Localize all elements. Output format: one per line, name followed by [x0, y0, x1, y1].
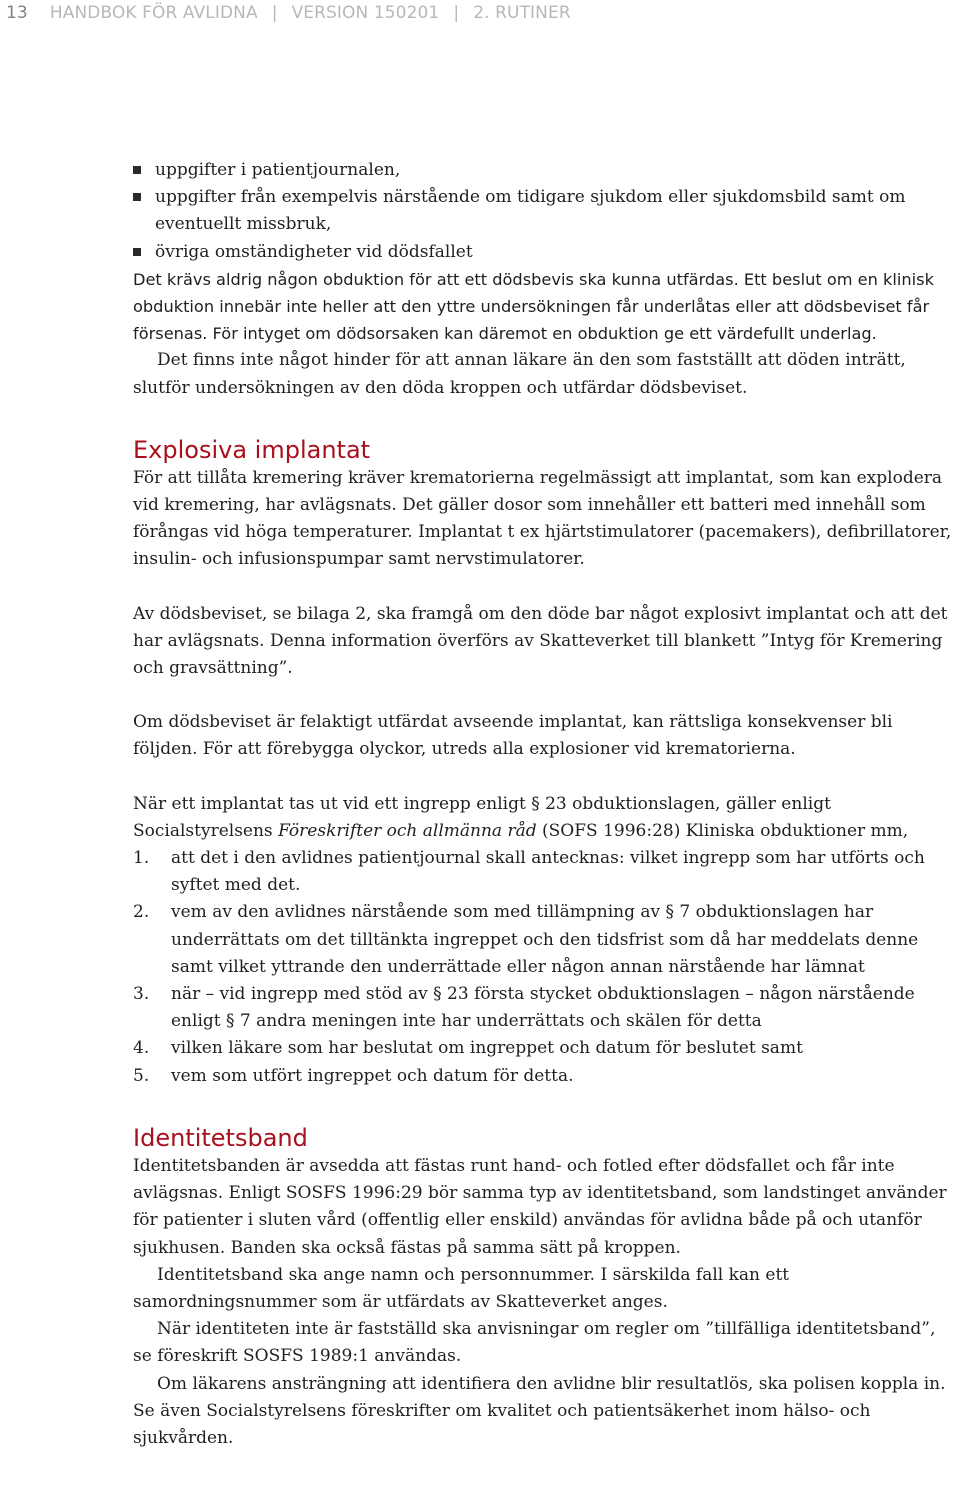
- header-separator: |: [453, 3, 460, 23]
- section-heading-idband: Identitetsband: [133, 1123, 308, 1152]
- idband-paragraph: Om läkarens ansträngning att identifiera den avlidne blir resultatlös, ska polisen koppla in. Se även Socialstyrelsens föreskrifter om kvalitet och patientsäkerhet inom hälso- och sjukvården.: [133, 1373, 946, 1448]
- text-run: När ett implantat tas ut vid ett ingrepp enligt § 23 obduktionslagen, gäller enligt Socialstyrelsens: [133, 793, 831, 841]
- idband-paragraph: Identitetsband ska ange namn och personnummer. I särskilda fall kan ett samordningsnummer som är utfärdats av Skatteverket anges.: [133, 1264, 790, 1312]
- autopsy-paragraph: Det krävs aldrig någon obduktion för att ett dödsbevis ska kunna utfärdas. Ett beslut om en klinisk obduktion innebär inte heller att den yttre undersökningen får underlåtas eller att dödsbeviset får försenas. För intyget om dödsorsaken kan däremot en obduktion ge ett värdefullt underlag.: [133, 269, 934, 344]
- page-content: [133, 157, 958, 1452]
- implants-paragraph: Av dödsbeviset, se bilaga 2, ska framgå om den döde bar något explosivt implantat och att det har avlägsnats. Denna information överförs av Skatteverket till blankett ”Intyg för Kremering och gravsättning”.: [133, 603, 948, 679]
- list-number: 3.: [133, 984, 150, 1005]
- idband-paragraph: Identitetsbanden är avsedda att fästas runt hand- och fotled efter dödsfallet och får inte avlägsnas. Enligt SOSFS 1996:29 bör samma typ av identitetsband, som landstinget använder för patienter i sluten vård (offentlig eller enskild) användas för avlidna både på och utanför sjukhusen. Banden ska också fästas på samma sätt på kroppen.: [133, 1155, 947, 1258]
- list-item: [133, 899, 958, 981]
- section-heading-implants: Explosiva implantat: [133, 435, 371, 464]
- list-number: 2.: [133, 902, 150, 923]
- idband-paragraph: När identiteten inte är fastställd ska anvisningar om regler om ”tillfälliga identitetsband”, se föreskrift SOSFS 1989:1 användas.: [133, 1319, 936, 1367]
- list-item: uppgifter från exempelvis närstående om tidigare sjukdom eller sjukdomsbild samt om eventuellt missbruk,: [133, 184, 958, 238]
- implants-paragraph: Om dödsbeviset är felaktigt utfärdat avseende implantat, kan rättsliga konsekvenser bli följden. För att förebygga olyckor, utreds alla explosioner vid krematorierna.: [133, 712, 893, 760]
- list-item-text: vilken läkare som har beslutat om ingreppet och datum för beslutet samt: [171, 1038, 803, 1059]
- list-item-text: att det i den avlidnes patientjournal skall antecknas: vilket ingrepp som har utförts och syftet med det.: [171, 848, 925, 896]
- list-item: uppgifter i patientjournalen,: [133, 157, 958, 184]
- regulation-title: Föreskrifter och allmänna råd: [278, 820, 537, 841]
- chapter-title: 2. RUTINER: [473, 3, 571, 23]
- document-title: HANDBOK FÖR AVLIDNA: [49, 3, 258, 23]
- list-number: 4.: [133, 1038, 150, 1059]
- numbered-list: [133, 845, 958, 1090]
- list-item: övriga omständigheter vid dödsfallet: [133, 239, 958, 266]
- page-header: [6, 3, 571, 23]
- list-number: 1.: [133, 848, 150, 869]
- list-item: [133, 1063, 958, 1090]
- bullet-list: [133, 157, 958, 266]
- header-separator: |: [271, 3, 278, 23]
- list-number: 5.: [133, 1065, 150, 1086]
- document-version: VERSION 150201: [291, 3, 440, 23]
- list-item: [133, 1035, 958, 1062]
- other-doctor-paragraph: Det finns inte något hinder för att annan läkare än den som fastställt att döden inträtt, slutför undersökningen av den döda kroppen och utfärdar dödsbeviset.: [133, 350, 906, 398]
- page-number: 13: [6, 3, 28, 23]
- list-item-text: vem av den avlidnes närstående som med tillämpning av § 7 obduktionslagen har underrättats om det tilltänkta ingreppet och den tidsfrist som då har meddelats denne samt vilket yttrande den underrättade eller någon annan närstående har lämnat: [171, 902, 919, 977]
- text-run: (SOFS 1996:28) Kliniska obduktioner mm,: [536, 820, 909, 841]
- list-item-text: när – vid ingrepp med stöd av § 23 första stycket obduktionslagen – någon närstående enligt § 7 andra meningen inte har underrättats och skälen för detta: [171, 984, 915, 1032]
- implants-paragraph: För att tillåta kremering kräver krematorierna regelmässigt att implantat, som kan explodera vid kremering, har avlägsnats. Det gäller dosor som innehåller ett batteri med innehåll som förångas vid höga temperaturer. Implantat t ex hjärtstimulatorer (pacemakers), defibrillatorer, insulin- och infusionspumpar samt nervstimulatorer.: [133, 467, 952, 570]
- implants-paragraph: [133, 791, 958, 845]
- list-item: [133, 981, 958, 1035]
- list-item-text: vem som utfört ingreppet och datum för detta.: [171, 1065, 574, 1086]
- list-item: [133, 845, 958, 899]
